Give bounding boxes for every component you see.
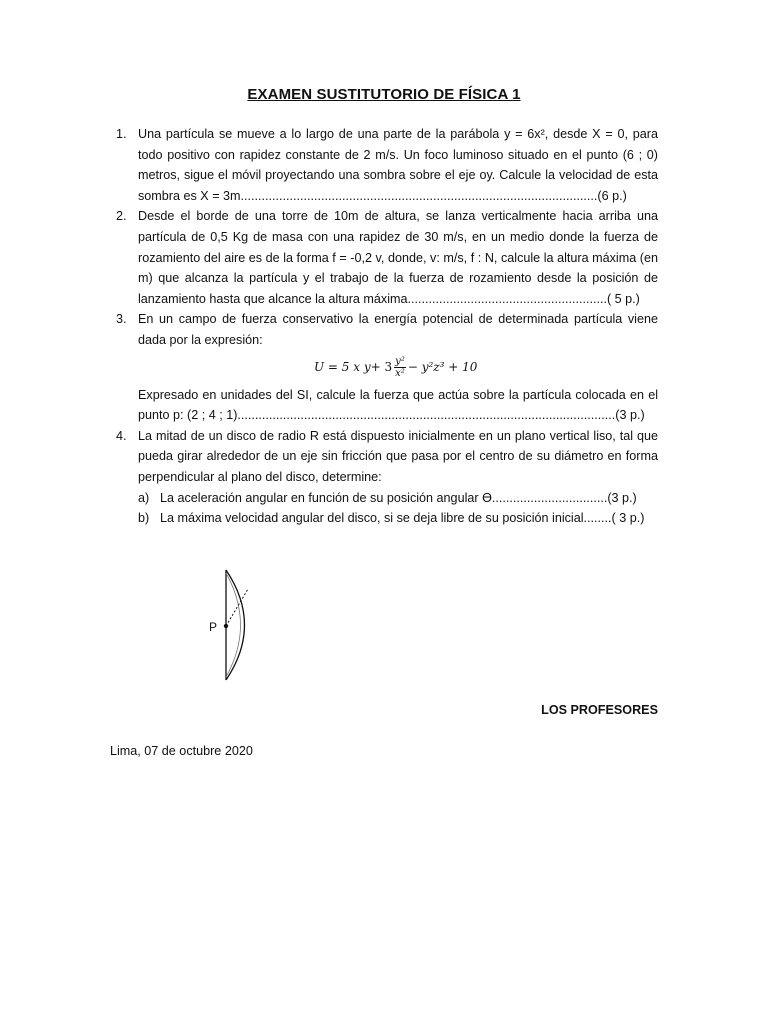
question-3: [110, 309, 658, 425]
question-number: 1.: [116, 127, 127, 141]
date: Lima, 07 de octubre 2020: [110, 744, 253, 758]
formula-fraction: [394, 356, 406, 379]
question-text-outro: Expresado en unidades del SI, calcule la fuerza que actúa sobre la partícula colocada en el punto p: (2 ; 4 ; 1)............................................................................................................(3 p.): [138, 387, 658, 423]
question-text: Una partícula se mueve a lo largo de una parte de la parábola y = 6x², desde X = 0, para todo positivo con rapidez constante de 2 m/s. Un foco luminoso situado en el punto (6 ; 0) metros, sigue el móvil proyectando una sombra sobre el eje oy. Calcule la velocidad de esta sombra es X = 3m......................................................................................................(6 p.): [138, 127, 658, 203]
question-text: La mitad de un disco de radio R está dispuesto inicialmente en un plano vertical liso, tal que pueda girar alrededor de un eje sin fricción que pasa por el centro de su diámetro en forma perpendicular al plano del disco, determine:: [138, 428, 658, 484]
disc-arc-outer: [226, 570, 245, 680]
question-text-intro: En un campo de fuerza conservativo la energía potencial de determinada partícula viene dada por la expresión:: [138, 312, 658, 347]
fraction-numerator: y²: [395, 356, 405, 368]
subitem-letter: b): [138, 511, 150, 526]
disc-arc-inner: [226, 573, 241, 677]
signature: LOS PROFESORES: [541, 703, 658, 717]
question-1: [110, 124, 658, 206]
subitem-text: La máxima velocidad angular del disco, si se deja libre de su posición inicial........( 3 p.): [160, 511, 645, 526]
question-number: 4.: [116, 428, 127, 443]
subitem-a: [138, 488, 658, 509]
subitem-b: [138, 508, 658, 529]
formula-line: [138, 351, 658, 385]
formula-y: y: [363, 360, 371, 375]
question-number: 2.: [116, 209, 127, 224]
questions-list: [110, 124, 658, 529]
subitem-letter: a): [138, 490, 150, 505]
fraction-denominator: x²: [395, 368, 405, 380]
potential-energy-formula: [314, 351, 477, 385]
pivot-point: [224, 624, 228, 628]
point-label: P: [209, 620, 218, 634]
question-4: [110, 426, 658, 529]
exam-title: EXAMEN SUSTITUTORIO DE FÍSICA 1: [247, 86, 521, 103]
subitem-text: La aceleración angular en función de su posición angular Ɵ.................................(3 p.): [160, 490, 637, 505]
formula-rest: − y²z³ + 10: [407, 360, 478, 375]
half-disc-diagram: [205, 565, 265, 685]
formula-plus: + 3: [370, 360, 393, 375]
question-2: [110, 206, 658, 309]
formula-x: x: [353, 360, 361, 375]
formula-lhs: U = 5: [314, 360, 350, 375]
question-number: 3.: [116, 312, 127, 327]
question-text: Desde el borde de una torre de 10m de altura, se lanza verticalmente hacia arriba una partícula de 0,5 Kg de masa con una rapidez de 30 m/s, en un medio donde la fuerza de rozamiento del aire es de la forma f = -0,2 v, donde, v: m/s, f : N, calcule la altura máxima (en m) que alcanza la partícula y el trabajo de la fuerza de rozamiento desde la posición de lanzamiento hasta que alcance la altura máxima.........................................................( 5 p.): [138, 209, 658, 306]
